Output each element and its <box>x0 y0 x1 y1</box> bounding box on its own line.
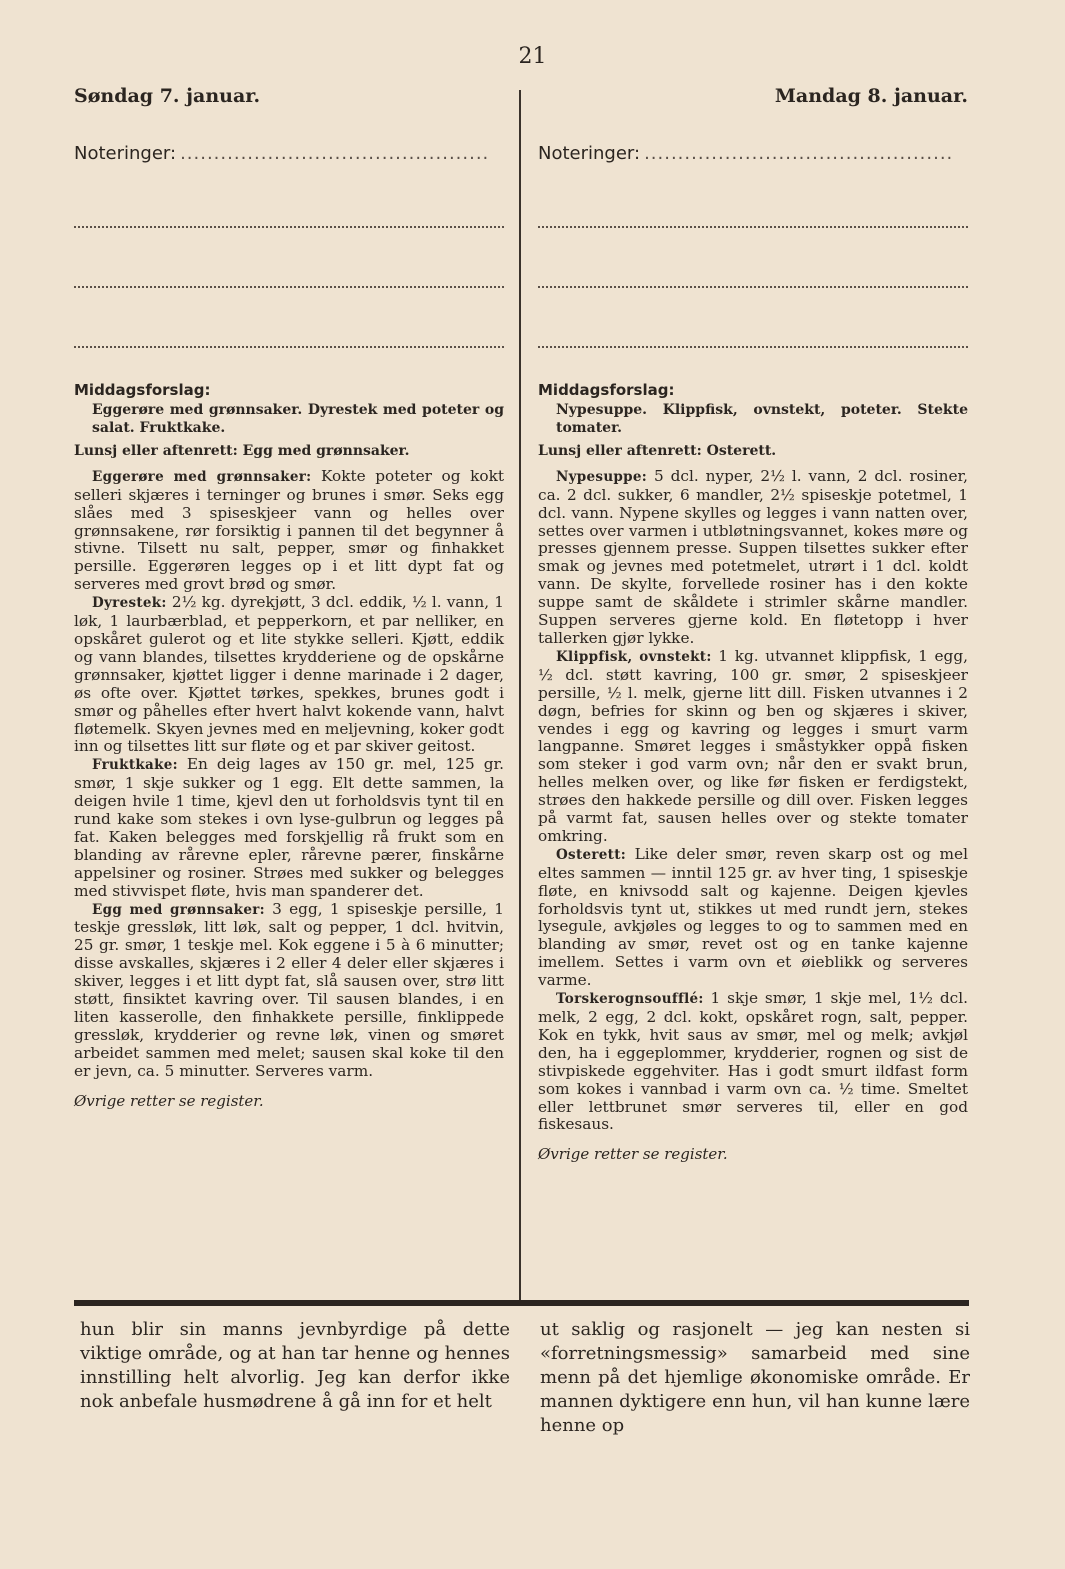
recipe <box>74 594 504 756</box>
recipe <box>538 990 968 1134</box>
recipe <box>74 756 504 900</box>
recipe-title: Fruktkake: <box>92 757 178 774</box>
recipe-title: Torskerognsoufflé: <box>556 991 704 1008</box>
bottom-text-left: hun blir sin manns jevnbyrdige på dette viktige område, og at han tar henne og hennes innstilling helt alvorlig. Jeg kan derfor ikke nok anbefale husmødrene å gå inn for et helt <box>80 1319 510 1412</box>
see-register-note: Øvrige retter se register. <box>538 1145 728 1164</box>
recipe <box>538 648 968 846</box>
notes-line <box>538 140 968 168</box>
menu-suggestion: Nypesuppe. Klippfisk, ovnstekt, poteter. Stekte tomater. <box>556 402 968 436</box>
recipe-body: Kokte poteter og kokt selleri skjæres i terninger og brunes i smør. Seks egg slåes med 3 spiseskjeer vann og helles over grønnsakene, rør forsiktig i pannen til det begynner å stivne. Tilsett nu salt, pepper, smør og finhakket persille. Eggerøren legges op i et litt dypt fat og serveres med grovt brød og smør. <box>74 466 504 594</box>
recipe <box>538 468 968 648</box>
see-register-note: Øvrige retter se register. <box>74 1091 264 1110</box>
bottom-text-right: ut saklig og rasjonelt — jeg kan nesten si «forretningsmessig» samarbeid med sine menn på det hjemlige økonomiske område. Er mannen dyktigere enn hun, vil han kunne lære henne op <box>540 1319 970 1436</box>
notes-label: Noteringer: <box>74 143 177 164</box>
recipe <box>74 468 504 594</box>
notes-dots: .............................................. <box>180 143 490 164</box>
day-title: Søndag 7. januar. <box>74 85 261 107</box>
notes-blank-line <box>538 284 968 288</box>
notes-dots: .............................................. <box>644 143 954 164</box>
column-divider <box>519 90 521 1300</box>
recipe-title: Egg med grønnsaker: <box>92 901 265 918</box>
day-title: Mandag 8. januar. <box>774 85 968 107</box>
lunch-suggestion: Lunsj eller aftenrett: Osterett. <box>538 442 777 459</box>
recipe-title: Nypesuppe: <box>556 468 648 485</box>
recipe-body: 1 skje smør, 1 skje mel, 1½ dcl. melk, 2 egg, 2 dcl. kokt, opskåret rogn, salt, pepper. Kok en tykk, hvit saus av smør, mel og melk; avkjøl den, ha i eggeplommer, krydderier, rognen og sist de stivpiskede eggehviter. Has i godt smurt ildfast form som kokes i vannbad i varm ovn ca. ½ time. Smeltet eller lettbrunet smør serveres til, eller en god fiskesaus. <box>538 989 968 1134</box>
middag-label: Middagsforslag: <box>74 381 211 399</box>
recipe-title: Osterett: <box>556 846 627 863</box>
notes-blank-line <box>538 224 968 228</box>
menu-suggestion: Eggerøre med grønnsaker. Dyrestek med poteter og salat. Fruktkake. <box>92 402 504 436</box>
lunch-suggestion: Lunsj eller aftenrett: Egg med grønnsaker. <box>74 442 410 459</box>
section-rule <box>74 1300 969 1306</box>
recipe-body: 1 kg. utvannet klippfisk, 1 egg, ½ dcl. støtt kavring, 100 gr. smør, 2 spiseskjeer persille, ½ l. melk, gjerne litt dill. Fisken utvannes i 2 døgn, befries for skinn og ben og skjæres i skiver, vendes i egg og kavring og legges i smurt varm langpanne. Smøret legges i småstykker oppå fisken som steker i god varm ovn; når den er svakt brun, helles melken over, og like før fisken er ferdigstekt, strøes den hakkede persille og dill over. Fisken legges på varmt fat, sausen helles over og stekte tomater omkring. <box>538 646 968 845</box>
notes-blank-line <box>74 224 504 228</box>
recipe-body: 5 dcl. nyper, 2½ l. vann, 2 dcl. rosiner, ca. 2 dcl. sukker, 6 mandler, 2½ spiseskje potetmel, 1 dcl. vann. Nypene skylles og legges i vann natten over, settes over varmen i utbløtningsvannet, kokes møre og presses gjennem presse. Suppen tilsettes sukker efter smak og jevnes med potetmelet, utrørt i 1 dcl. koldt vann. De skylte, forvellede rosiner has i den kokte suppe samt de skåldete i strimler skårne mandler. Suppen serveres gjerne kold. En fløtetopp i hver tallerken gjør lykke. <box>538 466 968 647</box>
recipe-title: Dyrestek: <box>92 595 167 612</box>
recipe-title: Eggerøre med grønnsaker: <box>92 468 312 485</box>
notes-label: Noteringer: <box>538 143 641 164</box>
recipe-body: En deig lages av 150 gr. mel, 125 gr. smør, 1 skje sukker og 1 egg. Elt dette sammen, la deigen hvile 1 time, kjevl den ut forholdsvis tynt til en rund kake som stekes i ovn lyse-gulbrun og legges på fat. Kaken belegges med forskjellig rå frukt som en blanding av rårevne epler, rårevne pærer, finskårne appelsiner og rosiner. Strøes med sukker og belegges med stivvispet fløte, hvis man spanderer det. <box>74 755 504 900</box>
recipe-body: Like deler smør, reven skarp ost og mel eltes sammen — inntil 125 gr. av hver ting, 1 spiseskje fløte, en knivsodd salt og kajenne. Deigen kjevles forholdsvis tynt ut, stikkes ut med rundt jern, stekes lysegule, avkjøles og legges to og to sammen med en blanding av smør, revet ost og en tanke kajenne imellem. Settes i varm ovn et øieblikk og serveres varme. <box>538 844 968 990</box>
page-number: 21 <box>518 44 547 69</box>
notes-blank-line <box>538 344 968 348</box>
recipe-body: 3 egg, 1 spiseskje persille, 1 teskje gressløk, litt løk, salt og pepper, 1 dcl. hvitvin, 25 gr. smør, 1 teskje mel. Kok eggene i 5 à 6 minutter; disse avskalles, skjæres i 2 eller 4 deler eller skjæres i skiver, legges i et litt dypt fat, slå sausen over, strø litt støtt, finsiktet kavring over. Til sausen blandes, i en liten kasserolle, den finhakkete persille, finklippede gressløk, krydderier og revne løk, vinen og smøret arbeidet sammen med melet; sausen skal koke til den er jevn, ca. 5 minutter. Serveres varm. <box>74 899 504 1080</box>
right-column <box>538 80 968 1164</box>
notes-blank-line <box>74 344 504 348</box>
recipe <box>538 846 968 990</box>
notes-blank-line <box>74 284 504 288</box>
notes-line <box>74 140 504 168</box>
recipe-body: 2½ kg. dyrekjøtt, 3 dcl. eddik, ½ l. vann, 1 løk, 1 laurbærblad, et pepperkorn, et par nelliker, en opskåret gulerot og et lite stykke selleri. Kjøtt, eddik og vann blandes, tilsettes krydderiene og de opskårne grønnsaker, kjøttet ligger i denne marinade i 2 dager, øs ofte over. Kjøttet tørkes, spekkes, brunes godt i smør og påhelles efter hvert halvt kokende vann, halvt fløtemelk. Skyen jevnes med en meljevning, koker godt inn og tilsettes litt sur fløte og et par skiver geitost. <box>74 593 504 756</box>
left-column <box>74 80 504 1111</box>
recipe-title: Klippfisk, ovnstekt: <box>556 648 712 665</box>
recipe <box>74 901 504 1081</box>
middag-label: Middagsforslag: <box>538 381 675 399</box>
